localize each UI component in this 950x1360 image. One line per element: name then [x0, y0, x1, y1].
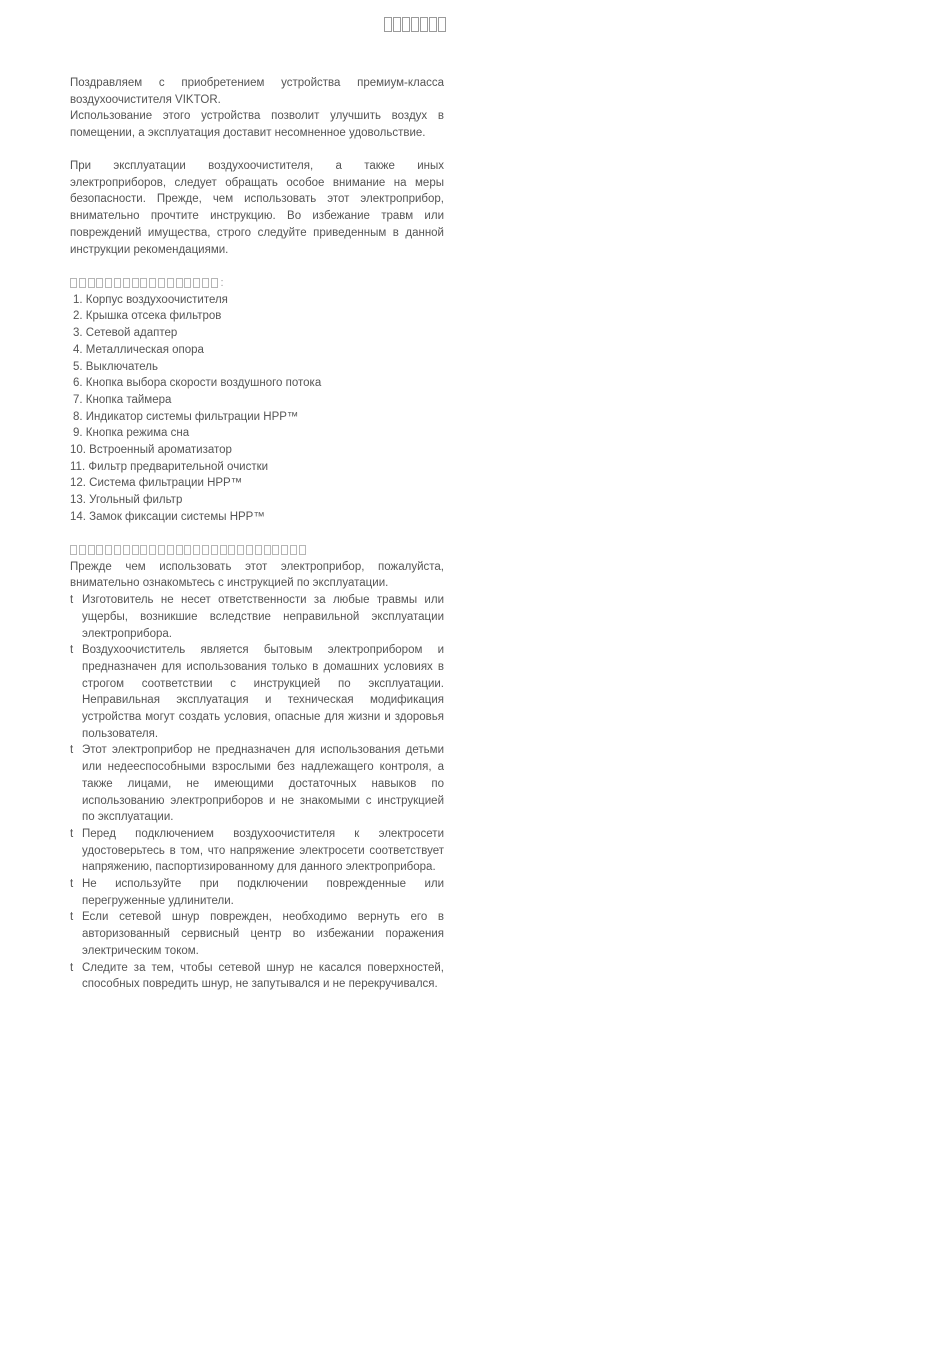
heading-glyph-box	[228, 545, 235, 555]
page-title-glyphs	[384, 17, 447, 32]
parts-list	[70, 292, 444, 526]
safety-bullet-text: Если сетевой шнур поврежден, необходимо вернуть его в авторизованный сервисный центр во избежании поражения электрическим током.	[82, 911, 444, 957]
parts-list-item-label: 10. Встроенный ароматизатор	[70, 444, 232, 457]
title-glyph-box	[438, 17, 446, 32]
heading-glyph-box	[70, 545, 77, 555]
parts-list-item	[70, 409, 444, 426]
heading-glyph-box	[211, 545, 218, 555]
heading-glyph-box	[176, 278, 183, 288]
heading-glyph-box	[211, 278, 218, 288]
title-glyph-box	[402, 17, 410, 32]
parts-list-item	[70, 308, 444, 325]
parts-list-item-label: 12. Система фильтрации HPP™	[70, 477, 243, 490]
intro-paragraph	[70, 75, 444, 142]
parts-list-item-label: 1. Корпус воздухоочистителя	[73, 293, 228, 306]
bullet-marker: t	[70, 594, 74, 607]
bullet-marker: t	[70, 961, 74, 974]
title-glyph-box	[411, 17, 419, 32]
heading-glyph-box	[255, 545, 262, 555]
parts-list-item-label: 9. Кнопка режима сна	[73, 427, 190, 440]
heading-glyph-box	[220, 545, 227, 555]
safety-bullet-item	[70, 909, 444, 959]
safety-bullet-text: Перед подключением воздухоочистителя к электросети удостоверьтесь в том, что напряжение электросети соответствует напряжению, паспортизированному для данного электроприбора.	[82, 827, 444, 874]
heading-glyph-box	[149, 545, 156, 555]
parts-list-item-label: 14. Замок фиксации системы HPP™	[70, 510, 265, 523]
parts-list-item-label: 4. Металлическая опора	[73, 343, 204, 356]
safety-bullet-item	[70, 960, 444, 993]
safety-bullet-item	[70, 826, 444, 876]
heading-glyph-box	[193, 278, 200, 288]
heading-glyph-box	[158, 278, 165, 288]
safety-bullet-item	[70, 742, 444, 826]
heading-glyph-box	[176, 545, 183, 555]
heading-glyph-box	[123, 278, 130, 288]
safety-bullet-text: Этот электроприбор не предназначен для использования детьми или недееспособными взрослыми без надлежащего контроля, а также лицами, не имеющими достаточных навыков по использованию электроприборов и не знакомыми с инструкцией по эксплуатации.	[82, 744, 444, 824]
heading-glyph-box	[299, 545, 306, 555]
safety-section	[70, 542, 444, 993]
parts-list-item	[70, 459, 444, 476]
title-glyph-box	[384, 17, 392, 32]
heading-glyph-box	[132, 278, 139, 288]
bullet-marker: t	[70, 827, 74, 840]
heading-glyph-box	[123, 545, 130, 555]
heading-glyph-box	[264, 545, 271, 555]
parts-list-item-label: 13. Угольный фильтр	[70, 494, 183, 507]
safety-bullet-text: Воздухоочиститель является бытовым электроприбором и предназначен для использования только в домашних условиях в строгом соответствии с инструкцией по эксплуатации. Неправильная эксплуатация и техническая модификация устройства могут создать условия, опасные для жизни и здоровья пользователя.	[82, 644, 444, 740]
heading-glyph-box	[88, 545, 95, 555]
parts-list-item-label: 11. Фильтр предварительной очистки	[70, 460, 269, 473]
title-glyph-box	[420, 17, 428, 32]
heading-glyph-box	[272, 545, 279, 555]
heading-glyph-box	[149, 278, 156, 288]
safety-bullet-item	[70, 876, 444, 909]
bullet-marker: t	[70, 911, 74, 924]
heading-glyph-box	[184, 278, 191, 288]
heading-glyph-box	[88, 278, 95, 288]
safety-bullet-text: Изготовитель не несет ответственности за любые травмы или ущербы, возникшие вследствие неправильной эксплуатации электроприбора.	[82, 594, 444, 640]
safety-intro-paragraph	[70, 158, 444, 258]
title-glyph-box	[429, 17, 437, 32]
parts-list-item	[70, 392, 444, 409]
parts-list-item	[70, 359, 444, 376]
safety-bullet-item	[70, 642, 444, 742]
heading-glyph-box	[105, 278, 112, 288]
parts-list-item-label: 5. Выключатель	[73, 360, 158, 373]
heading-suffix: :	[220, 277, 224, 289]
parts-list-item	[70, 425, 444, 442]
parts-list-item	[70, 325, 444, 342]
parts-list-item	[70, 509, 444, 526]
heading-glyph-box	[70, 278, 77, 288]
intro-line-1: Поздравляем с приобретением устройства премиум-класса воздухоочистителя VIKTOR.	[70, 77, 444, 106]
parts-list-item	[70, 375, 444, 392]
heading-glyph-box	[202, 278, 209, 288]
heading-glyph-box	[79, 278, 86, 288]
heading-glyph-box	[281, 545, 288, 555]
title-glyph-box	[393, 17, 401, 32]
parts-list-item	[70, 492, 444, 509]
heading-glyph-box	[193, 545, 200, 555]
heading-glyph-box	[105, 545, 112, 555]
safety-bullet-text: Не используйте при подключении поврежденные или перегруженные удлинители.	[82, 878, 444, 907]
safety-bullet-text: Следите за тем, чтобы сетевой шнур не касался поверхностей, способных повредить шнур, не запутывался и не перекручивался.	[82, 961, 444, 991]
safety-heading	[70, 542, 444, 559]
parts-list-item-label: 7. Кнопка таймера	[73, 393, 172, 406]
heading-glyph-box	[96, 545, 103, 555]
parts-list-item-label: 3. Сетевой адаптер	[73, 327, 178, 340]
heading-glyph-box	[237, 545, 244, 555]
parts-list-item-label: 2. Крышка отсека фильтров	[73, 310, 222, 323]
heading-glyph-box	[158, 545, 165, 555]
bullet-marker: t	[70, 644, 74, 657]
heading-glyph-box	[290, 545, 297, 555]
bullet-marker: t	[70, 744, 74, 757]
safety-section-intro: Прежде чем использовать этот электроприбор, пожалуйста, внимательно ознакомьтесь с инструкцией по эксплуатации.	[70, 560, 444, 590]
intro-line-2: Использование этого устройства позволит улучшить воздух в помещении, а эксплуатация доставит несомненное удовольствие.	[70, 110, 444, 140]
heading-glyph-box	[246, 545, 253, 555]
heading-glyph-box	[79, 545, 86, 555]
heading-glyph-box	[167, 545, 174, 555]
heading-glyph-box	[140, 278, 147, 288]
bullet-marker: t	[70, 878, 74, 891]
safety-intro-text: При эксплуатации воздухоочистителя, а также иных электроприборов, следует обращать особое внимание на меры безопасности. Прежде, чем использовать этот электроприбор, внимательно прочтите инструкцию. Во избежание травм или повреждений имущества, строго следуйте приведенным в данной инструкции рекомендациями.	[70, 160, 444, 256]
parts-list-item-label: 6. Кнопка выбора скорости воздушного потока	[73, 377, 322, 390]
safety-bullet-item	[70, 592, 444, 642]
parts-list-item	[70, 442, 444, 459]
heading-glyph-box	[140, 545, 147, 555]
heading-glyph-box	[167, 278, 174, 288]
heading-glyph-box	[114, 545, 121, 555]
parts-list-item	[70, 475, 444, 492]
parts-section	[70, 275, 444, 526]
heading-glyph-box	[132, 545, 139, 555]
heading-glyph-box	[96, 278, 103, 288]
parts-list-item-label: 8. Индикатор системы фильтрации HPP™	[73, 410, 299, 423]
parts-list-item	[70, 292, 444, 309]
heading-glyph-box	[114, 278, 121, 288]
parts-heading	[70, 275, 444, 292]
parts-list-item	[70, 342, 444, 359]
heading-glyph-box	[202, 545, 209, 555]
safety-bullet-list	[70, 592, 444, 993]
heading-glyph-box	[184, 545, 191, 555]
